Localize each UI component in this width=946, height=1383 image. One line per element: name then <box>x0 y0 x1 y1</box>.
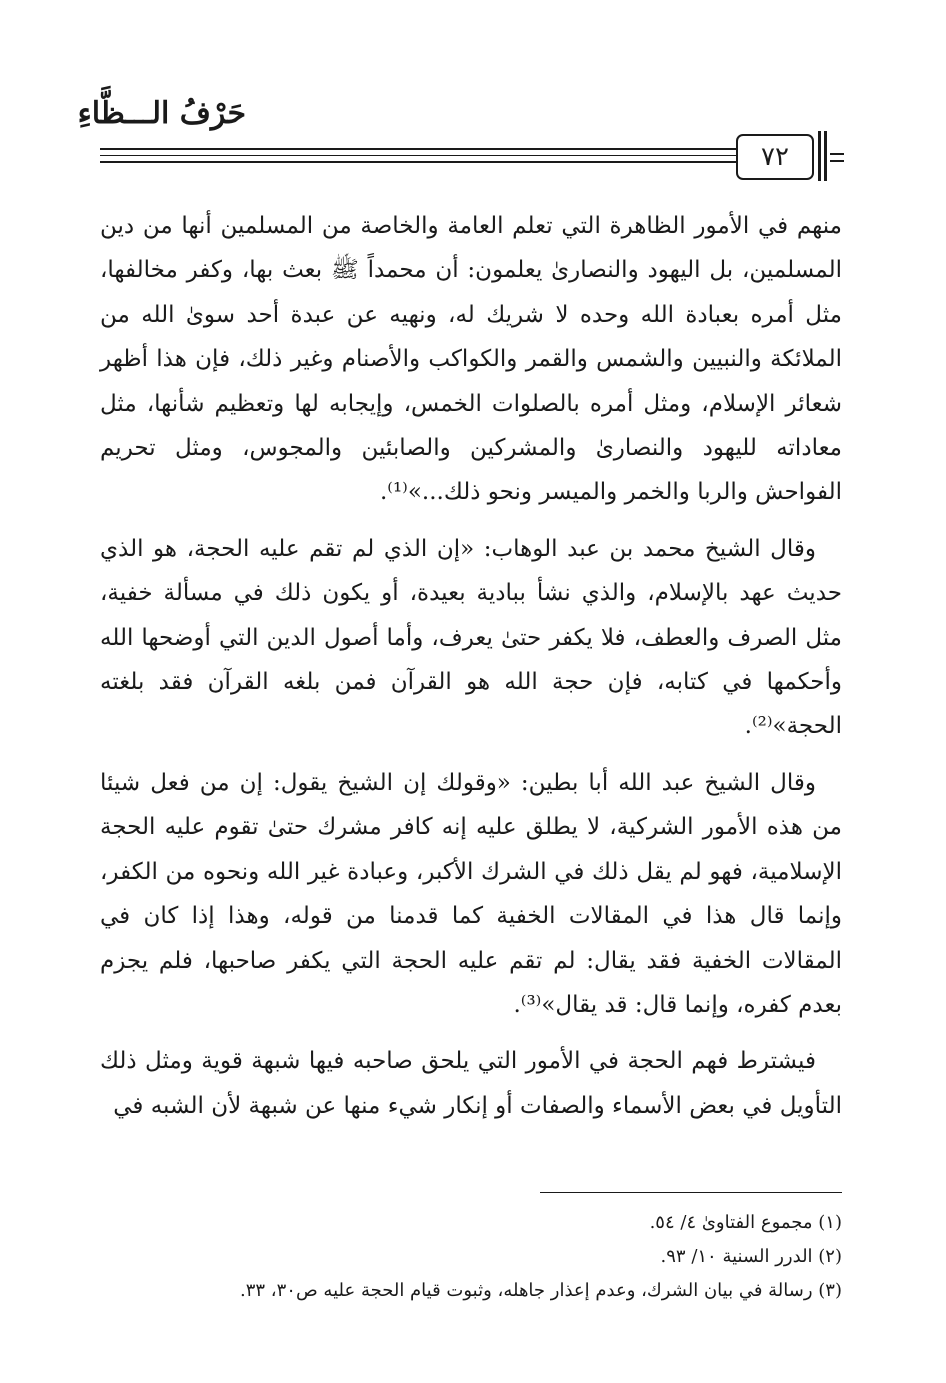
footnote: (١) مجموع الفتاوىٰ ٤/ ٥٤. <box>649 1212 842 1233</box>
footnote: (٢) الدرر السنية ١٠/ ٩٣. <box>660 1246 842 1267</box>
footnotes <box>100 1206 842 1308</box>
page-box-ornament-bar <box>818 131 821 181</box>
paragraph: وقال الشيخ محمد بن عبد الوهاب: «إن الذي لم تقم عليه الحجة، هو الذي حديث عهد بالإسلام، والذي نشأ ببادية بعيدة، أو يكون ذلك في مسألة خفية، مثل الصرف والعطف، فلا يكفر حتىٰ يعرف، وأما أصول الدين التي أوضحها الله وأحكمها في كتابه، فإن حجة الله هو القرآن فمن بلغه القرآن فقد بلغته الحجة»⁽²⁾. <box>100 535 842 740</box>
paragraph: وقال الشيخ عبد الله أبا بطين: «وقولك إن الشيخ يقول: إن من فعل شيئا من هذه الأمور الشركية، لا يطلق عليه إنه كافر مشرك حتىٰ تقوم عليه الحجة الإسلامية، فهو لم يقل ذلك في الشرك الأكبر، وعبادة غير الله ونحوه من الكفر، وإنما قال هذا في المقالات الخفية كما قدمنا من قوله، وهذا إذا كان في المقالات الخفية فقد يقال: لم تقم عليه الحجة التي يكفر صاحبها، فلم يجزم بعدم كفره، وإنما قال: قد يقال»⁽³⁾. <box>100 769 842 1018</box>
header-rule-bottom <box>100 161 736 163</box>
body-text <box>100 204 842 1140</box>
header-rule-middle <box>100 155 736 156</box>
page-number: ٧٢ <box>736 134 814 180</box>
paragraph: فيشترط فهم الحجة في الأمور التي يلحق صاحبه فيها شبهة قوية ومثل ذلك التأويل في بعض الأسماء والصفات أو إنكار شيء منها عن شبهة لأن الشبه في <box>100 1048 842 1119</box>
footnote-separator <box>540 1192 842 1193</box>
footnote: (٣) رسالة في بيان الشرك، وعدم إعذار جاهله، وثبوت قيام الحجة عليه ص٣٠، ٣٣. <box>240 1280 842 1301</box>
page-box-ornament-dash <box>830 160 844 162</box>
running-title: حَرْفُ الـــظَّاءِ <box>77 96 246 131</box>
page-box-ornament-dash <box>830 153 844 155</box>
page-box-ornament-bar <box>824 131 827 181</box>
paragraph: منهم في الأمور الظاهرة التي تعلم العامة والخاصة من المسلمين أنها من دين المسلمين، بل اليهود والنصارىٰ يعلمون: أن محمداً ﷺ بعث بها، وكفر مخالفها، مثل أمره بعبادة الله وحده لا شريك له، ونهيه عن عبدة أحد سوىٰ الله من الملائكة والنبيين والشمس والقمر والكواكب والأصنام وغير ذلك، فإن هذا أظهر شعائر الإسلام، ومثل أمره بالصلوات الخمس، وإيجابه لها وتعظيم شأنها، مثل معاداته لليهود والنصارىٰ والمشركين والصابئين والمجوس، ومثل تحريم الفواحش والربا والخمر والميسر ونحو ذلك...»⁽¹⁾. <box>100 213 842 506</box>
header-rule-top <box>100 148 736 150</box>
